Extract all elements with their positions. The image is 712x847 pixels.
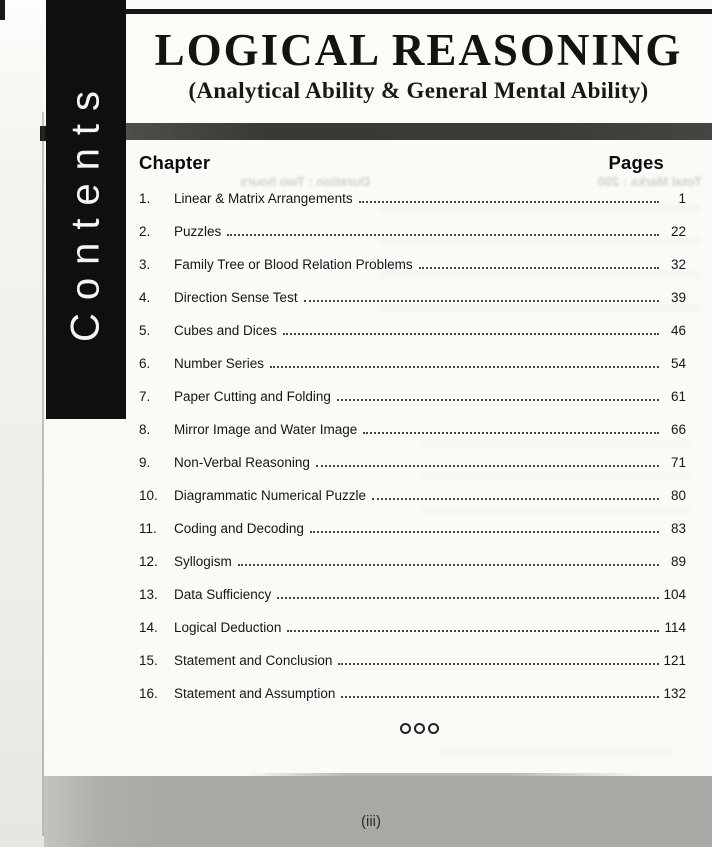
toc-entry-number: 14.	[139, 620, 158, 635]
dot-leader	[238, 564, 659, 566]
toc-entry	[139, 510, 686, 543]
toc-entry	[139, 312, 686, 345]
dot-leader	[277, 597, 659, 599]
toc-entry-title: Statement and Conclusion	[174, 653, 333, 668]
toc-entry-title: Direction Sense Test	[174, 290, 298, 305]
toc-entry-title: Data Sufficiency	[174, 587, 272, 602]
toc-entry-number: 6.	[139, 356, 151, 371]
toc-entry-number: 9.	[139, 455, 151, 470]
toc-entry-page: 66	[670, 422, 686, 437]
ornament-circle-icon	[428, 723, 439, 734]
contents-vertical-label: Contents	[63, 77, 108, 342]
toc-entry	[139, 279, 686, 312]
toc-section	[126, 140, 712, 776]
toc-entry-number: 4.	[139, 290, 151, 305]
toc-entry-title: Syllogism	[174, 554, 232, 569]
toc-entry-page: 121	[663, 653, 686, 668]
toc-entry-title: Coding and Decoding	[174, 521, 304, 536]
toc-entry-page: 1	[678, 191, 686, 206]
book-subtitle: (Analytical Ability & General Mental Ability)	[188, 77, 649, 103]
dot-leader	[338, 663, 659, 665]
toc-entry-title: Paper Cutting and Folding	[174, 389, 331, 404]
toc-list	[139, 180, 686, 708]
dot-leader	[316, 465, 659, 467]
bleed-through-fragment: Total Marks : 200	[597, 174, 702, 189]
title-divider-bar	[119, 123, 712, 140]
pages-column-heading: Pages	[608, 152, 664, 173]
ornament-circle-icon	[414, 723, 425, 734]
toc-entry-title: Linear & Matrix Arrangements	[174, 191, 353, 206]
toc-entry	[139, 411, 686, 444]
dot-leader	[304, 300, 659, 302]
toc-entry	[139, 444, 686, 477]
toc-entry-title: Puzzles	[174, 224, 222, 239]
toc-entry-page: 61	[670, 389, 686, 404]
toc-entry-page: 114	[664, 620, 686, 635]
toc-entry-title: Diagrammatic Numerical Puzzle	[174, 488, 367, 503]
chapter-column-heading: Chapter	[139, 152, 211, 173]
ornament-circle-icon	[400, 723, 411, 734]
toc-entry	[139, 246, 686, 279]
toc-entry-page: 46	[670, 323, 686, 338]
title-block	[119, 9, 712, 123]
toc-entry-page: 32	[670, 257, 686, 272]
dot-leader	[227, 234, 659, 236]
dot-leader	[337, 399, 659, 401]
toc-entry-number: 1.	[139, 191, 151, 206]
toc-entry	[139, 576, 686, 609]
toc-entry-page: 39	[670, 290, 686, 305]
toc-entry-page: 22	[670, 224, 686, 239]
toc-entry-number: 7.	[139, 389, 151, 404]
toc-entry-page: 80	[670, 488, 686, 503]
toc-entry	[139, 213, 686, 246]
toc-entry-number: 15.	[139, 653, 158, 668]
toc-entry-title: Family Tree or Blood Relation Problems	[174, 257, 413, 272]
toc-entry-title: Logical Deduction	[174, 620, 282, 635]
toc-entry-number: 16.	[139, 686, 158, 701]
dot-leader	[372, 498, 659, 500]
toc-entry	[139, 609, 686, 642]
dot-leader	[341, 696, 659, 698]
toc-entry-number: 13.	[139, 587, 158, 602]
dot-leader	[419, 267, 659, 269]
dot-leader	[287, 630, 659, 632]
page-fold-seam	[42, 112, 44, 836]
toc-entry-title: Cubes and Dices	[174, 323, 277, 338]
toc-entry-number: 12.	[139, 554, 158, 569]
dot-leader	[310, 531, 659, 533]
toc-entry-number: 5.	[139, 323, 151, 338]
page-number: (iii)	[361, 813, 381, 830]
toc-entry	[139, 477, 686, 510]
toc-entry-page: 132	[663, 686, 686, 701]
toc-entry-title: Mirror Image and Water Image	[174, 422, 358, 437]
toc-entry-number: 2.	[139, 224, 151, 239]
toc-entry-page: 89	[670, 554, 686, 569]
dot-leader	[283, 333, 659, 335]
dot-leader	[359, 201, 659, 203]
toc-entry	[139, 345, 686, 378]
toc-entry	[139, 180, 686, 213]
contents-sidebar	[46, 0, 126, 419]
book-title: LOGICAL REASONING	[154, 25, 683, 76]
toc-entry-title: Number Series	[174, 356, 265, 371]
chapter-end-ornament	[126, 723, 712, 734]
toc-entry-page: 104	[663, 587, 686, 602]
dot-leader	[363, 432, 659, 434]
toc-header-row	[139, 152, 664, 174]
toc-entry	[139, 543, 686, 576]
toc-entry	[139, 378, 686, 411]
scan-edge-artifact	[0, 0, 5, 20]
dot-leader	[270, 366, 659, 368]
toc-entry-number: 8.	[139, 422, 151, 437]
toc-entry-number: 3.	[139, 257, 151, 272]
toc-entry	[139, 642, 686, 675]
toc-entry-page: 71	[670, 455, 686, 470]
toc-entry-number: 10.	[139, 488, 158, 503]
toc-entry	[139, 675, 686, 708]
footer-gray-band	[44, 776, 712, 847]
bleed-through-fragment: Duration : Two hours	[240, 174, 370, 189]
toc-entry-title: Non-Verbal Reasoning	[174, 455, 310, 470]
page-left-margin	[0, 0, 44, 847]
toc-entry-page: 54	[670, 356, 686, 371]
toc-entry-number: 11.	[139, 521, 157, 536]
toc-entry-title: Statement and Assumption	[174, 686, 336, 701]
toc-entry-page: 83	[670, 521, 686, 536]
